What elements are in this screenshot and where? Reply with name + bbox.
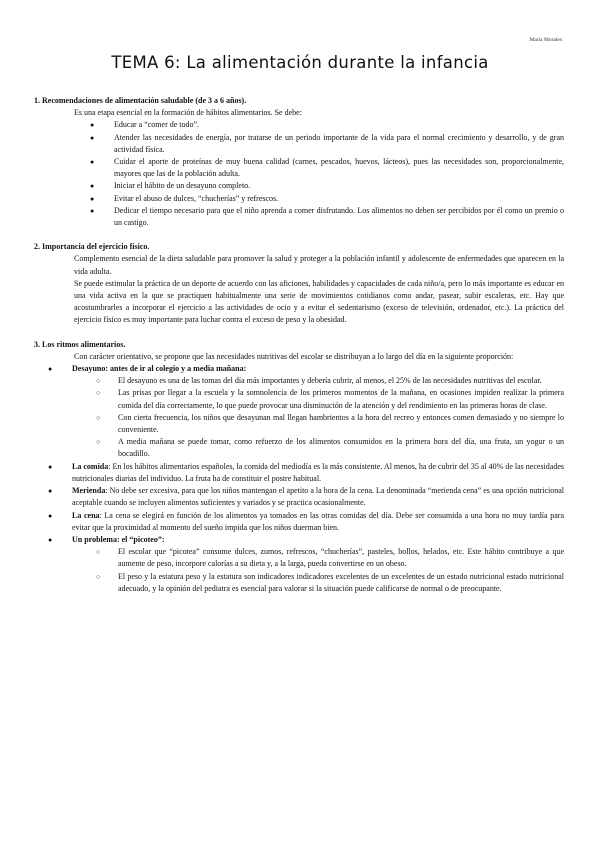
desayuno-label: Desayuno: antes de ir al colegio y a media mañana: <box>72 364 247 374</box>
list-item-comida <box>48 461 564 485</box>
section-3 <box>34 339 564 595</box>
list-item: ● Dedicar el tiempo necesario para que el niño aprenda a comer disfrutando. Los alimentos no deben ser percibidos por él como un premio o un castigo. <box>90 205 564 229</box>
section-2-title: 2. Importancia del ejercicio físico. <box>34 242 150 252</box>
picoteo-label: Un problema: el “picoteo”: <box>72 534 165 544</box>
section-3-title: 3. Los ritmos alimentarios. <box>34 339 126 349</box>
list-item-picoteo <box>48 534 564 595</box>
merienda-label: Merienda <box>72 486 106 496</box>
list-item: ● Cuidar el aporte de proteínas de muy buena calidad (carnes, pescados, huevos, lácteos), pues las necesidades son, proporcionalmente, mayores que las de la población adulta. <box>90 156 564 180</box>
section-1-title: 1. Recomendaciones de alimentación saludable (de 3 a 6 años). <box>34 96 247 105</box>
merienda-text: : No debe ser excesiva, para que los niños mantengan el apetito a la hora de la cena. La denominada “merienda cena” es una opción nutricional aceptable cuando se incluyen alimentos suficientes y variados y se practica ocasionalmente. <box>72 486 564 508</box>
list-item-cena <box>48 510 564 534</box>
list-item: ● Atender las necesidades de energía, por tratarse de un periodo importante de la vida para el normal crecimiento y desarrollo, y de gran actividad física. <box>90 132 564 156</box>
sub-list-item: ○ El peso y la estatura peso y la estatura son indicadores indicadores excelentes de un excelentes de un estado nutricional estado nutricional adecuado, y la opinión del pediatra es esencial para valorar si la situación puede calificarse de normal o de preocupante. <box>96 571 564 595</box>
section-2 <box>34 241 564 326</box>
comida-text: : En los hábitos alimentarios españoles, la comida del mediodía es la más consistente. Al menos, ha de cubrir del 35 al 40% de las necesidades nutricionales diarias del individuo. La fruta ha de constituir el postre habitual. <box>72 461 564 483</box>
list-item: ● Iniciar el hábito de un desayuno completo. <box>90 180 564 192</box>
sub-list-item: ○ Con cierta frecuencia, los niños que desayunan mal llegan hambrientos a la hora del recreo y entonces comen demasiado y no siempre lo conveniente. <box>96 412 564 436</box>
cena-label: La cena <box>72 510 100 520</box>
section-2-paragraph-2: Se puede estimular la práctica de un deporte de acuerdo con las aficiones, habilidades y capacidades de cada niño/a, pero lo más importante es educar en una vida activa en la que se practiquen habitualmente una serie de movimientos cotidianos como andar, pasear, subir escaleras, etc. Hay que acostumbrarles a incorporar el ejercicio a las actividades de ocio y a evitar el sedentarismo (exceso de televisión, ordenador, etc.). La práctica del ejercicio físico es muy importante para luchar contra el exceso de peso y la obesidad. <box>74 278 564 325</box>
list-item-merienda <box>48 485 564 509</box>
section-1 <box>34 95 564 229</box>
section-3-intro: Con carácter orientativo, se propone que las necesidades nutritivas del escolar se distribuyan a lo largo del día en la siguiente proporción: <box>74 351 514 361</box>
list-item-desayuno <box>48 363 564 461</box>
list-item: ● Educar a “comer de todo”. <box>90 119 564 131</box>
document-body <box>34 95 564 607</box>
section-2-paragraph-1: Complemento esencial de la dieta saludable para promover la salud y proteger a la población infantil y adolescente de enfermedades que aparecen en la vida adulta. <box>74 254 564 276</box>
page-title: TEMA 6: La alimentación durante la infancia <box>111 53 489 72</box>
cena-text: : La cena se elegirá en función de los alimentos ya tomados en las otras comidas del día. Debe ser consumida a una hora no muy tardía para evitar que la proximidad al momento del sueño impida que los niños duerman bien. <box>72 510 564 532</box>
section-3-list <box>48 363 564 595</box>
comida-label: La comida <box>72 461 109 471</box>
section-1-list <box>90 119 564 229</box>
section-1-intro: Es una etapa esencial en la formación de hábitos alimentarios. Se debe: <box>74 108 302 118</box>
author-name: María Morales <box>529 37 562 43</box>
sub-list-item: ○ A media mañana se puede tomar, como refuerzo de los alimentos consumidos en la primera hora del día, una fruta, un yogur o un bocadillo. <box>96 436 564 460</box>
picoteo-sublist <box>96 546 564 595</box>
sub-list-item: ○ Las prisas por llegar a la escuela y la somnolencia de los primeros momentos de la mañana, en ocasiones impiden realizar la primera comida del día correctamente, lo que puede provocar una disminución de la atención y del rendimiento en las primeras horas de clase. <box>96 387 564 411</box>
sub-list-item: ○ El desayuno es una de las tomas del día más importantes y debería cubrir, al menos, el 25% de las necesidades nutritivas del escolar. <box>96 375 564 387</box>
sub-list-item: ○ El escolar que “picotea” consume dulces, zumos, refrescos, “chucherías”, pasteles, bollos, helados, etc. Este hábito contribuye a que aumente de peso, incorpore calorías a su dieta y, a la larga, pueda convertirse en un obeso. <box>96 546 564 570</box>
list-item: ● Evitar el abuso de dulces, “chucherías” y refrescos. <box>90 193 564 205</box>
desayuno-sublist <box>96 375 564 460</box>
